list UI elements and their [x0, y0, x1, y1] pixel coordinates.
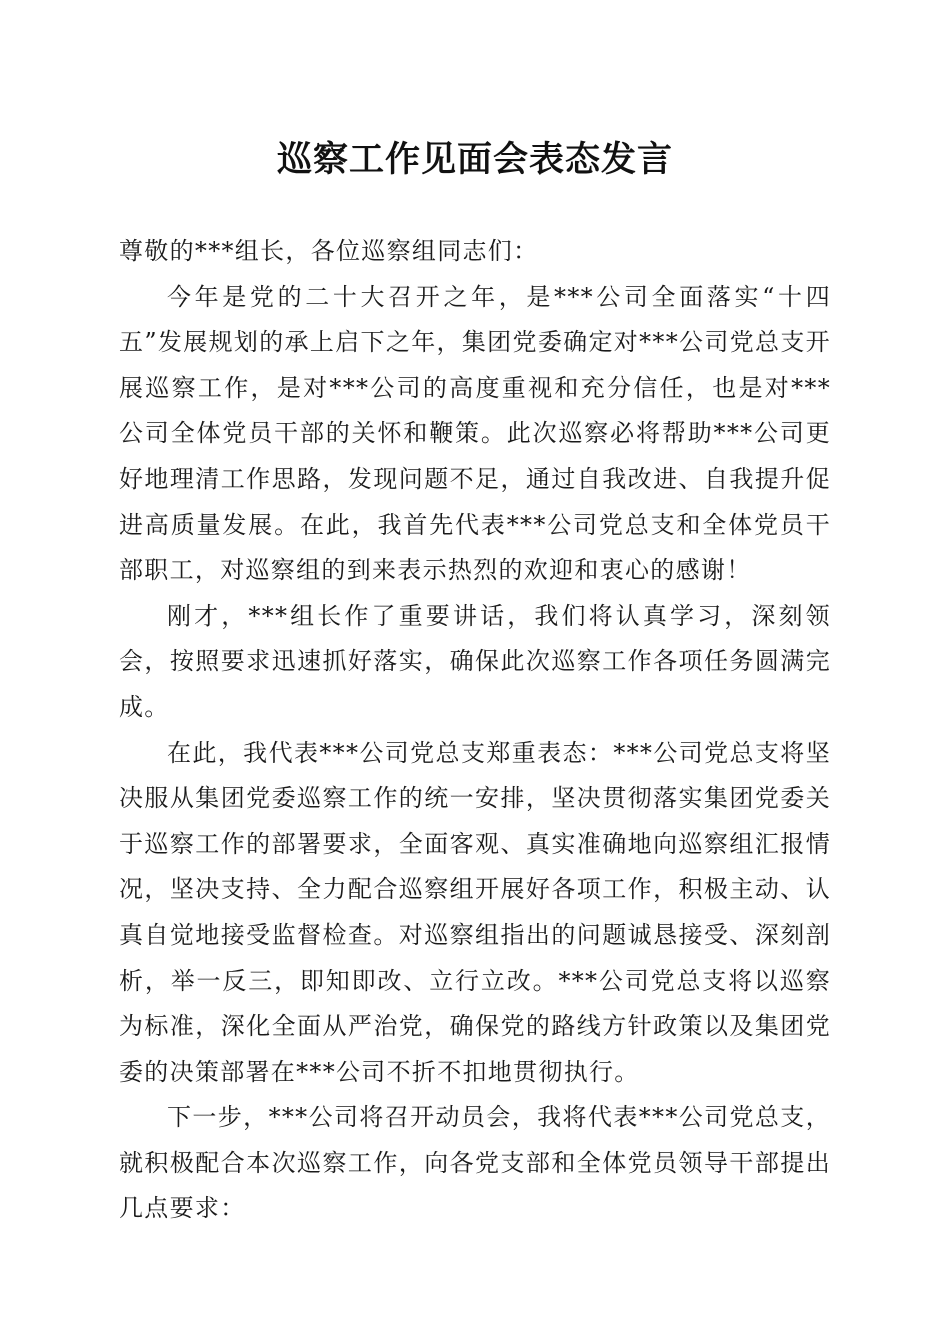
document-title: 巡察工作见面会表态发言: [276, 139, 673, 180]
salutation: 尊敬的***组长，各位巡察组同志们：: [119, 237, 539, 265]
document-body: [119, 229, 831, 1232]
paragraph: 刚才，***组长作了重要讲话，我们将认真学习，深刻领会，按照要求迅速抓好落实，确保此次巡察工作各项任务圆满完成。: [119, 601, 831, 721]
paragraph: 在此，我代表***公司党总支郑重表态：***公司党总支将坚决服从集团党委巡察工作的统一安排，坚决贯彻落实集团党委关于巡察工作的部署要求，全面客观、真实准确地向巡察组汇报情况，坚决支持、全力配合巡察组开展好各项工作，积极主动、认真自觉地接受监督检查。对巡察组指出的问题诚恳接受、深刻剖析，举一反三，即知即改、立行立改。***公司党总支将以巡察为标准，深化全面从严治党，确保党的路线方针政策以及集团党委的决策部署在***公司不折不扣地贯彻执行。: [119, 738, 831, 1086]
paragraph: 今年是党的二十大召开之年，是***公司全面落实“十四五”发展规划的承上启下之年，集团党委确定对***公司党总支开展巡察工作，是对***公司的高度重视和充分信任，也是对***公司全体党员干部的关怀和鞭策。此次巡察必将帮助***公司更好地理清工作思路，发现问题不足，通过自我改进、自我提升促进高质量发展。在此，我首先代表***公司党总支和全体党员干部职工，对巡察组的到来表示热烈的欢迎和衷心的感谢！: [119, 282, 831, 585]
paragraph: 下一步，***公司将召开动员会，我将代表***公司党总支，就积极配合本次巡察工作，向各党支部和全体党员领导干部提出几点要求：: [119, 1103, 831, 1223]
